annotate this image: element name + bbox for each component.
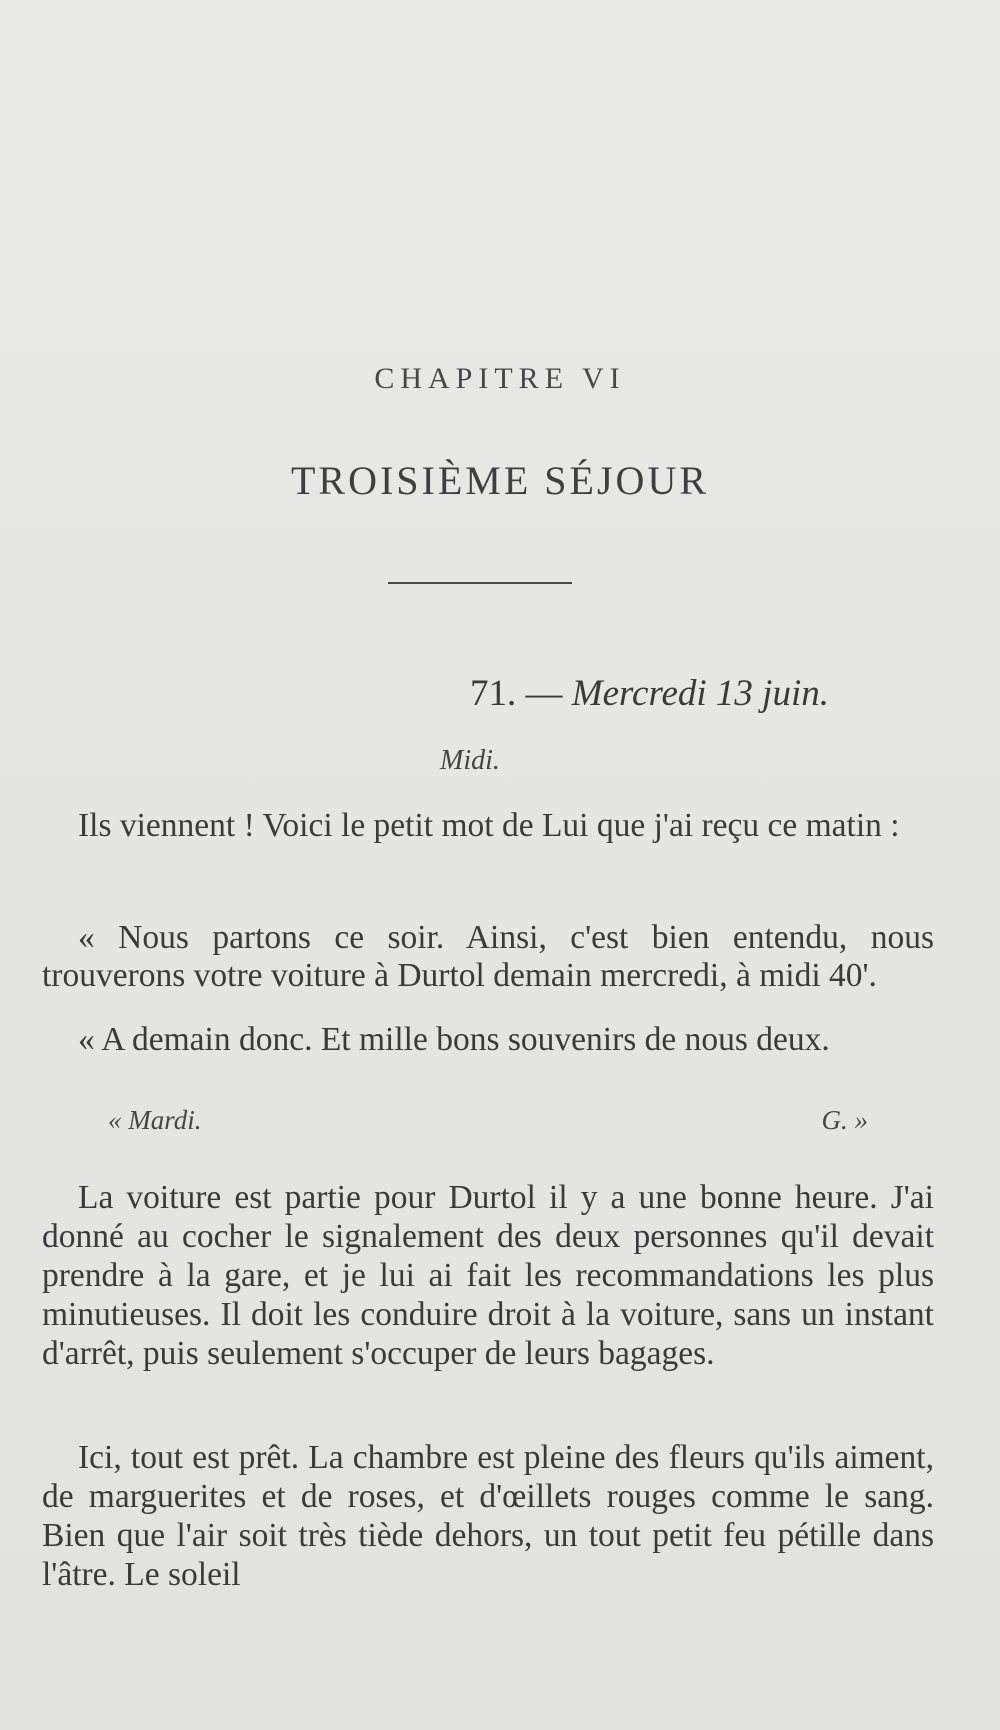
letter-paragraph-2: « A demain donc. Et mille bons souvenirs de nous deux. (78, 1021, 830, 1058)
signature-day: « Mardi. (108, 1105, 202, 1135)
entry-number: 71. — (470, 673, 572, 714)
letter-paragraph-1: « Nous partons ce soir. Ainsi, c'est bien entendu, nous trouverons votre voiture à Durtol demain mercredi, à midi 40'. (42, 919, 934, 994)
entry-time: Midi. (440, 745, 500, 776)
chapter-label: CHAPITRE VI (374, 362, 626, 395)
paragraph-3: Ici, tout est prêt. La chambre est pleine des fleurs qu'ils aiment, de marguerites et de roses, et d'œillets rouges comme le sang. Bien que l'air soit très tiède dehors, un tout petit feu pétille dans l'âtre. Le soleil (42, 1439, 934, 1593)
chapter-title: TROISIÈME SÉJOUR (290, 458, 710, 503)
title-divider (388, 582, 572, 584)
paragraph-1: Ils viennent ! Voici le petit mot de Lui que j'ai reçu ce matin : (78, 807, 900, 844)
entry-date: Mercredi 13 juin. (571, 673, 829, 714)
entry-heading (470, 672, 829, 715)
signature-initial: G. » (821, 1105, 868, 1135)
paragraph-2: La voiture est partie pour Durtol il y a une bonne heure. J'ai donné au cocher le signalement des deux personnes qu'il devait prendre à la gare, et je lui ai fait les recommandations les plus minutieuses. Il doit les conduire droit à la voiture, sans un instant d'arrêt, puis seulement s'occuper de leurs bagages. (42, 1179, 934, 1372)
